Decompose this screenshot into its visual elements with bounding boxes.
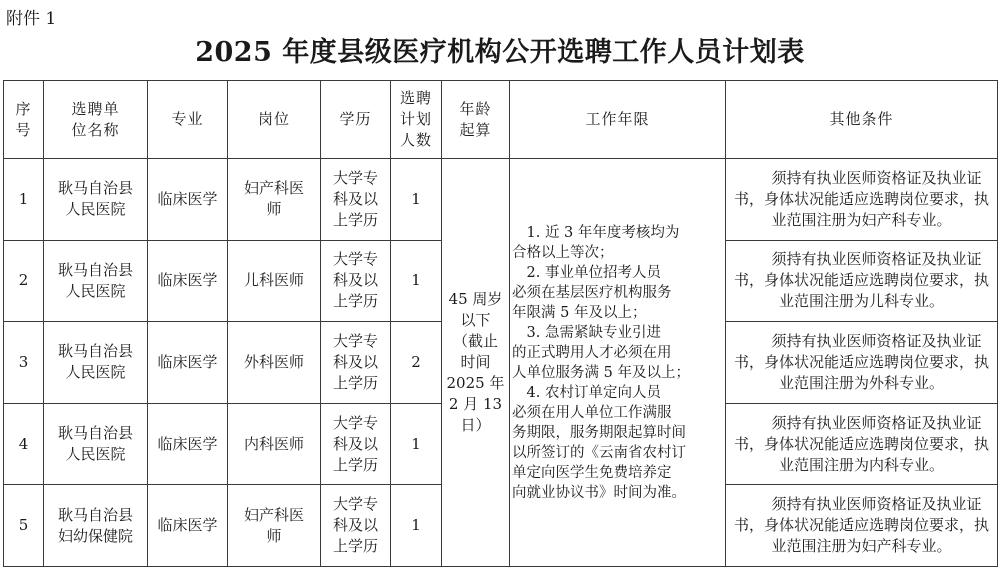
cell-count: 1 — [391, 403, 442, 485]
other-conditions-text: 须持有执业医师资格证及执业证书，身体状况能适应选聘岗位要求，执业范围注册为儿科专业。 — [733, 250, 989, 311]
cell-index: 5 — [4, 485, 44, 567]
header-work-years: 工作年限 — [510, 81, 726, 159]
header-education: 学历 — [321, 81, 391, 159]
cell-position: 内科医师 — [228, 403, 321, 485]
cell-major: 临床医学 — [148, 240, 228, 322]
cell-other-conditions — [726, 322, 998, 404]
other-conditions-text: 须持有执业医师资格证及执业证书，身体状况能适应选聘岗位要求，执业范围注册为妇产科专业。 — [733, 168, 989, 229]
cell-count: 1 — [391, 485, 442, 567]
cell-employer: 耿马自治县 人民医院 — [44, 159, 148, 241]
cell-major: 临床医学 — [148, 159, 228, 241]
cell-work-years — [510, 159, 726, 567]
cell-position: 妇产科医 师 — [228, 159, 321, 241]
page-title: 2025 年度县级医疗机构公开选聘工作人员计划表 — [195, 37, 805, 68]
header-index: 序 号 — [4, 81, 44, 159]
cell-education: 大学专 科及以 上学历 — [321, 240, 391, 322]
cell-education: 大学专 科及以 上学历 — [321, 322, 391, 404]
table-row — [4, 159, 998, 241]
header-other-conditions: 其他条件 — [726, 81, 998, 159]
header-position: 岗位 — [228, 81, 321, 159]
cell-employer: 耿马自治县 人民医院 — [44, 240, 148, 322]
other-conditions-text: 须持有执业医师资格证及执业证书，身体状况能适应选聘岗位要求，执业范围注册为外科专业。 — [733, 331, 989, 392]
cell-position: 外科医师 — [228, 322, 321, 404]
cell-other-conditions — [726, 159, 998, 241]
cell-count: 1 — [391, 159, 442, 241]
header-employer: 选聘单 位名称 — [44, 81, 148, 159]
header-count: 选聘 计划 人数 — [391, 81, 442, 159]
cell-other-conditions — [726, 403, 998, 485]
header-age: 年龄 起算 — [442, 81, 510, 159]
attachment-label: 附件 1 — [6, 9, 57, 29]
cell-employer: 耿马自治县 人民医院 — [44, 403, 148, 485]
cell-age-limit: 45 周岁 以下 （截止 时间 2025 年 2 月 13 日） — [442, 159, 510, 567]
cell-other-conditions — [726, 240, 998, 322]
other-conditions-text: 须持有执业医师资格证及执业证书，身体状况能适应选聘岗位要求，执业范围注册为妇产科专业。 — [733, 495, 989, 556]
other-conditions-text: 须持有执业医师资格证及执业证书，身体状况能适应选聘岗位要求，执业范围注册为内科专业。 — [733, 413, 989, 474]
cell-major: 临床医学 — [148, 403, 228, 485]
cell-major: 临床医学 — [148, 485, 228, 567]
cell-index: 1 — [4, 159, 44, 241]
plan-table — [3, 80, 998, 567]
header-row — [4, 81, 998, 159]
cell-employer: 耿马自治县 妇幼保健院 — [44, 485, 148, 567]
cell-count: 2 — [391, 322, 442, 404]
cell-index: 4 — [4, 403, 44, 485]
cell-index: 2 — [4, 240, 44, 322]
cell-count: 1 — [391, 240, 442, 322]
cell-position: 儿科医师 — [228, 240, 321, 322]
header-major: 专业 — [148, 81, 228, 159]
cell-major: 临床医学 — [148, 322, 228, 404]
cell-education: 大学专 科及以 上学历 — [321, 159, 391, 241]
cell-education: 大学专 科及以 上学历 — [321, 403, 391, 485]
cell-education: 大学专 科及以 上学历 — [321, 485, 391, 567]
cell-other-conditions — [726, 485, 998, 567]
cell-index: 3 — [4, 322, 44, 404]
cell-employer: 耿马自治县 人民医院 — [44, 322, 148, 404]
work-years-text: 1. 近 3 年年度考核均为 合格以上等次； 2. 事业单位招考人员 必须在基层医疗机构服务 年限满 5 年及以上； 3. 急需紧缺专业引进 的正式聘用人才必须在用 人单位服务满 5 年及以上； 4. 农村订单定向人员 必须在用人单位工作满服 务期限，服务期限起算时间 以所签订的《云南省农村订 单定向医学生免费培养定 向就业协议书》时间为准。 — [512, 224, 690, 501]
cell-position: 妇产科医 师 — [228, 485, 321, 567]
